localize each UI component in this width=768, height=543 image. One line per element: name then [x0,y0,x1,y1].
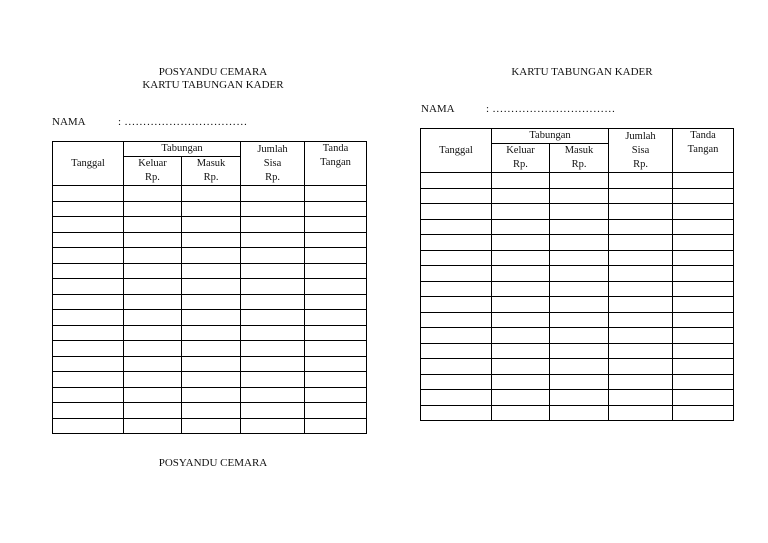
tanggal-cell[interactable] [421,235,492,251]
right-title-card: KARTU TABUNGAN KADER [511,66,653,78]
tanda-tangan-cell[interactable] [673,266,734,282]
sisa-cell[interactable] [241,310,305,326]
sisa-cell[interactable] [609,359,673,375]
header-tanggal: Tanggal [421,129,492,173]
keluar-cell[interactable] [492,235,550,251]
masuk-cell[interactable] [550,390,609,406]
sisa-cell[interactable] [241,201,305,217]
keluar-cell[interactable] [124,248,182,264]
table-row [421,204,734,220]
tanda-tangan-cell[interactable] [673,328,734,344]
masuk-cell[interactable] [182,263,241,279]
masuk-cell[interactable] [550,374,609,390]
header-keluar-text: Keluar [138,158,167,169]
table-row [421,343,734,359]
masuk-cell[interactable] [550,204,609,220]
sisa-cell[interactable] [609,374,673,390]
table-row [53,325,367,341]
tanda-tangan-cell[interactable] [305,248,367,264]
header-keluar-text: Keluar [506,145,535,156]
keluar-cell[interactable] [492,343,550,359]
tanggal-cell[interactable] [53,201,124,217]
header-tabungan: Tabungan [124,142,241,157]
tanda-tangan-cell[interactable] [305,403,367,419]
keluar-cell[interactable] [124,387,182,403]
sisa-cell[interactable] [241,403,305,419]
tanda-tangan-cell[interactable] [673,390,734,406]
sisa-cell[interactable] [241,279,305,295]
masuk-cell[interactable] [550,405,609,421]
masuk-cell[interactable] [550,188,609,204]
masuk-cell[interactable] [182,294,241,310]
header-tanggal: Tanggal [53,142,124,186]
masuk-cell[interactable] [550,173,609,189]
masuk-cell[interactable] [182,232,241,248]
tanda-tangan-cell[interactable] [305,201,367,217]
header-keluar-rp: Rp. [513,159,528,170]
table-row [53,279,367,295]
tanda-tangan-cell[interactable] [305,186,367,202]
sisa-cell[interactable] [241,418,305,434]
table-row [421,173,734,189]
header-jumlah-sisa [609,129,673,173]
keluar-cell[interactable] [124,186,182,202]
header-masuk [182,157,241,186]
tanda-tangan-cell[interactable] [673,204,734,220]
masuk-cell[interactable] [550,250,609,266]
sisa-cell[interactable] [609,343,673,359]
header-masuk-rp: Rp. [203,172,219,183]
tanda-tangan-cell[interactable] [673,297,734,313]
sisa-cell[interactable] [241,248,305,264]
header-tabungan: Tabungan [492,129,609,144]
tanggal-cell[interactable] [53,356,124,372]
sisa-cell[interactable] [241,325,305,341]
keluar-cell[interactable] [492,374,550,390]
tanda-tangan-cell[interactable] [305,418,367,434]
table-row [421,328,734,344]
header-masuk-rp: Rp. [571,159,587,170]
tanda-tangan-cell[interactable] [673,250,734,266]
keluar-cell[interactable] [124,294,182,310]
header-masuk [550,144,609,173]
tanggal-cell[interactable] [421,312,492,328]
table-row [421,297,734,313]
header-jumlah-text: Jumlah [257,143,288,155]
tanggal-cell[interactable] [53,217,124,233]
masuk-cell[interactable] [550,343,609,359]
tanggal-cell[interactable] [53,186,124,202]
left-footer-org: POSYANDU CEMARA [158,457,268,469]
tanggal-cell[interactable] [53,341,124,357]
tanda-tangan-cell[interactable] [673,374,734,390]
header-tanda-tangan [673,129,734,173]
keluar-cell[interactable] [492,390,550,406]
table-row [421,219,734,235]
keluar-cell[interactable] [124,418,182,434]
table-row [421,250,734,266]
sisa-cell[interactable] [241,232,305,248]
keluar-cell[interactable] [124,372,182,388]
keluar-cell[interactable] [124,232,182,248]
sisa-cell[interactable] [609,250,673,266]
keluar-cell[interactable] [124,310,182,326]
tanda-tangan-cell[interactable] [673,235,734,251]
left-card-title [113,66,313,92]
tanggal-cell[interactable] [421,343,492,359]
left-name-row [52,116,372,130]
table-row [53,186,367,202]
tanda-tangan-cell[interactable] [305,279,367,295]
left-table-body [53,186,367,434]
sisa-cell[interactable] [609,390,673,406]
tanggal-cell[interactable] [421,188,492,204]
table-row [421,188,734,204]
table-row [53,372,367,388]
table-row [421,235,734,251]
table-row [53,201,367,217]
tanggal-cell[interactable] [421,173,492,189]
tanda-tangan-cell[interactable] [305,310,367,326]
keluar-cell[interactable] [492,281,550,297]
tanggal-cell[interactable] [421,266,492,282]
header-tanda-tangan [305,142,367,186]
tanda-tangan-cell[interactable] [673,343,734,359]
tanggal-cell[interactable] [53,310,124,326]
keluar-cell[interactable] [492,173,550,189]
masuk-cell[interactable] [550,266,609,282]
masuk-cell[interactable] [182,341,241,357]
table-row [53,403,367,419]
keluar-cell[interactable] [492,250,550,266]
masuk-cell[interactable] [182,418,241,434]
right-name-row [421,103,741,117]
sisa-cell[interactable] [609,297,673,313]
table-row [53,310,367,326]
header-keluar-rp: Rp. [145,172,160,183]
keluar-cell[interactable] [124,356,182,372]
keluar-cell[interactable] [492,328,550,344]
tanda-tangan-cell[interactable] [673,405,734,421]
masuk-cell[interactable] [550,235,609,251]
tanda-tangan-cell[interactable] [673,173,734,189]
header-keluar [492,144,550,173]
right-table-body [421,173,734,421]
tanda-tangan-cell[interactable] [305,341,367,357]
sisa-cell[interactable] [609,405,673,421]
left-card-footer [113,457,313,470]
tanggal-cell[interactable] [53,248,124,264]
header-tanda-text: Tanda [322,143,349,154]
table-row [53,232,367,248]
header-masuk-text: Masuk [564,145,594,156]
keluar-cell[interactable] [492,297,550,313]
left-title-org: POSYANDU CEMARA [158,66,268,78]
sisa-cell[interactable] [241,217,305,233]
sisa-cell[interactable] [241,372,305,388]
header-tangan-text: Tangan [320,157,351,168]
tanggal-cell[interactable] [421,250,492,266]
tanda-tangan-cell[interactable] [673,281,734,297]
tanggal-cell[interactable] [53,403,124,419]
keluar-cell[interactable] [492,219,550,235]
right-savings-table [420,128,734,421]
header-rp-text: Rp. [633,158,648,170]
tanggal-cell[interactable] [421,390,492,406]
tanggal-cell[interactable] [53,372,124,388]
keluar-cell[interactable] [124,217,182,233]
left-savings-table [52,141,367,434]
tanggal-cell[interactable] [53,325,124,341]
sisa-cell[interactable] [609,188,673,204]
tanggal-cell[interactable] [421,281,492,297]
tanda-tangan-cell[interactable] [673,188,734,204]
masuk-cell[interactable] [182,279,241,295]
table-row [53,294,367,310]
masuk-cell[interactable] [550,281,609,297]
table-row [53,263,367,279]
tanggal-cell[interactable] [421,359,492,375]
sisa-cell[interactable] [609,328,673,344]
tanda-tangan-cell[interactable] [673,219,734,235]
sisa-cell[interactable] [609,312,673,328]
keluar-cell[interactable] [492,204,550,220]
tanggal-cell[interactable] [421,204,492,220]
tanggal-cell[interactable] [53,232,124,248]
masuk-cell[interactable] [182,356,241,372]
keluar-cell[interactable] [492,188,550,204]
header-tanda-text: Tanda [690,130,716,141]
table-row [53,341,367,357]
masuk-cell[interactable] [182,372,241,388]
sisa-cell[interactable] [609,219,673,235]
header-sisa-text: Sisa [631,144,650,156]
tanggal-cell[interactable] [53,387,124,403]
sisa-cell[interactable] [609,173,673,189]
table-row [53,356,367,372]
sisa-cell[interactable] [609,235,673,251]
tanggal-cell[interactable] [421,297,492,313]
keluar-cell[interactable] [124,341,182,357]
masuk-cell[interactable] [550,359,609,375]
sisa-cell[interactable] [609,266,673,282]
table-row [53,387,367,403]
masuk-cell[interactable] [550,312,609,328]
keluar-cell[interactable] [492,359,550,375]
tanggal-cell[interactable] [53,279,124,295]
keluar-cell[interactable] [492,312,550,328]
table-row [421,359,734,375]
header-jumlah-sisa [241,142,305,186]
keluar-cell[interactable] [124,263,182,279]
masuk-cell[interactable] [550,297,609,313]
tanggal-cell[interactable] [53,294,124,310]
header-sisa-text: Sisa [263,157,282,169]
tanda-tangan-cell[interactable] [673,312,734,328]
header-tangan-text: Tangan [687,144,719,155]
tanggal-cell[interactable] [421,405,492,421]
table-row [53,248,367,264]
tanggal-cell[interactable] [421,219,492,235]
sisa-cell[interactable] [241,341,305,357]
right-name-field[interactable]: : …………………………… [486,103,616,115]
header-masuk-text: Masuk [196,158,226,169]
tanda-tangan-cell[interactable] [305,294,367,310]
masuk-cell[interactable] [182,248,241,264]
sisa-cell[interactable] [241,263,305,279]
tanda-tangan-cell[interactable] [305,232,367,248]
masuk-cell[interactable] [182,387,241,403]
tanggal-cell[interactable] [421,328,492,344]
right-card-title [482,66,682,79]
keluar-cell[interactable] [492,266,550,282]
masuk-cell[interactable] [550,328,609,344]
sisa-cell[interactable] [241,356,305,372]
sisa-cell[interactable] [241,186,305,202]
tanda-tangan-cell[interactable] [305,325,367,341]
left-name-field[interactable]: : …………………………… [118,116,248,128]
masuk-cell[interactable] [550,219,609,235]
keluar-cell[interactable] [124,403,182,419]
left-name-label: NAMA [52,116,86,128]
header-jumlah-text: Jumlah [625,130,656,142]
header-keluar [124,157,182,186]
table-row [53,217,367,233]
tanda-tangan-cell[interactable] [673,359,734,375]
tanda-tangan-cell[interactable] [305,217,367,233]
masuk-cell[interactable] [182,403,241,419]
sisa-cell[interactable] [241,294,305,310]
table-row [421,390,734,406]
masuk-cell[interactable] [182,310,241,326]
keluar-cell[interactable] [124,325,182,341]
table-row [421,405,734,421]
table-row [421,374,734,390]
sisa-cell[interactable] [609,281,673,297]
masuk-cell[interactable] [182,201,241,217]
table-row [421,281,734,297]
tanda-tangan-cell[interactable] [305,372,367,388]
keluar-cell[interactable] [124,279,182,295]
keluar-cell[interactable] [492,405,550,421]
tanda-tangan-cell[interactable] [305,356,367,372]
table-row [421,312,734,328]
right-name-label: NAMA [421,103,455,115]
tanda-tangan-cell[interactable] [305,387,367,403]
tanda-tangan-cell[interactable] [305,263,367,279]
header-rp-text: Rp. [265,171,280,183]
tanggal-cell[interactable] [421,374,492,390]
masuk-cell[interactable] [182,186,241,202]
sisa-cell[interactable] [241,387,305,403]
tanggal-cell[interactable] [53,263,124,279]
tanggal-cell[interactable] [53,418,124,434]
keluar-cell[interactable] [124,201,182,217]
table-row [53,418,367,434]
sisa-cell[interactable] [609,204,673,220]
table-row [421,266,734,282]
masuk-cell[interactable] [182,325,241,341]
masuk-cell[interactable] [182,217,241,233]
left-title-card: KARTU TABUNGAN KADER [142,79,284,91]
